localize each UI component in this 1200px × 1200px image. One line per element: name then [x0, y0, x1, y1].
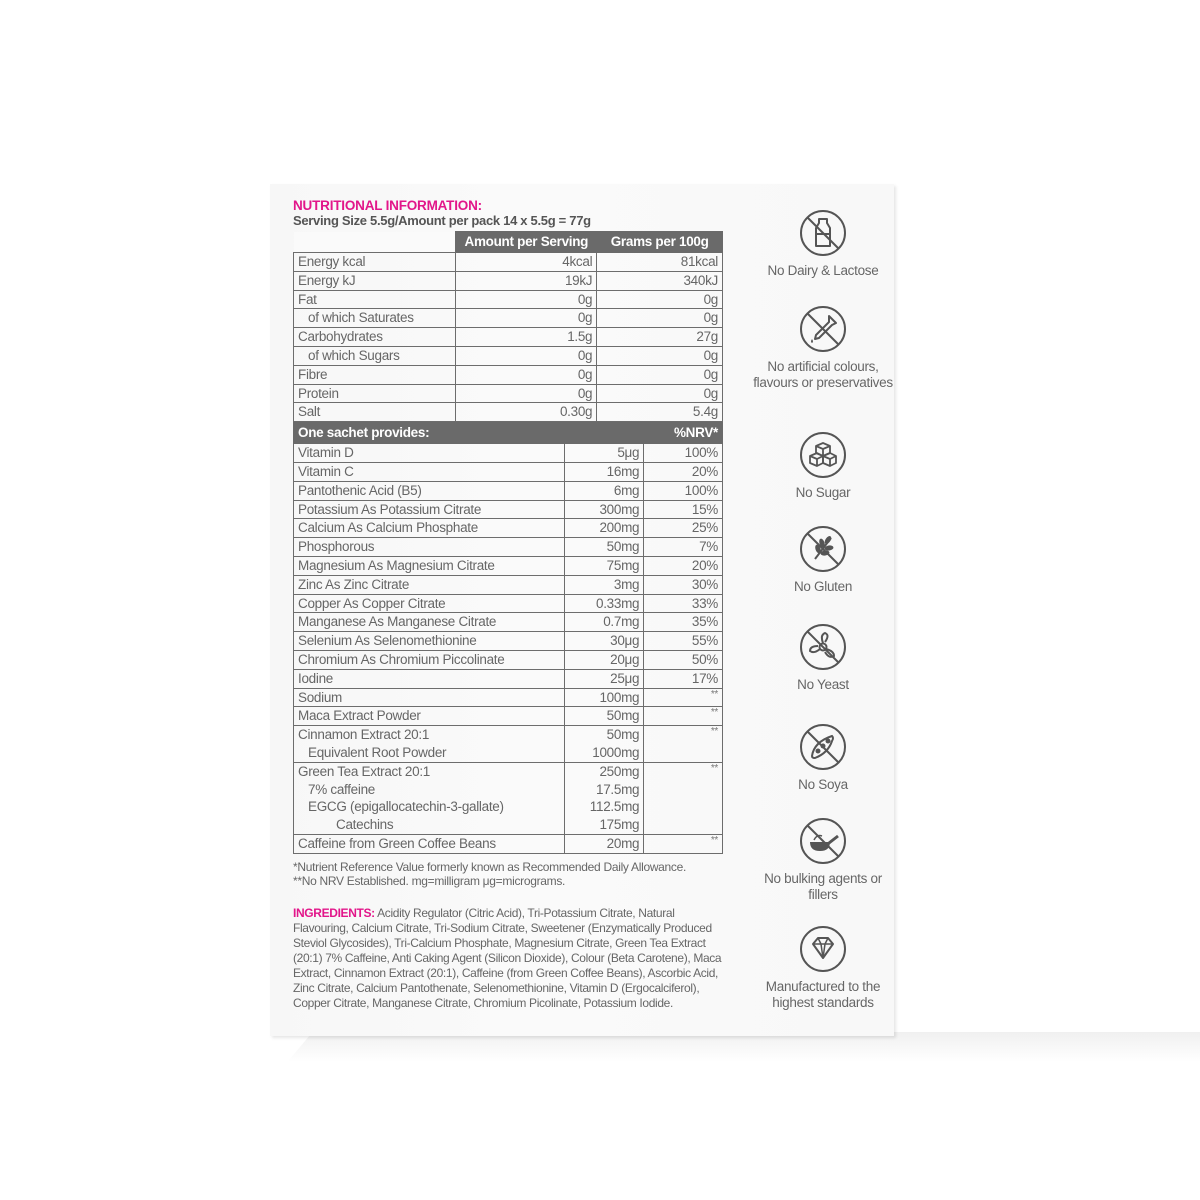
claim-label: No artificial colours, flavours or preservatives [753, 359, 893, 390]
row-amount: 25μg [565, 669, 644, 688]
wheat-icon [798, 524, 848, 574]
row-label: Fat [294, 290, 456, 309]
cinnamon-sub-label: Equivalent Root Powder [308, 744, 447, 760]
col-amount-per-serving: Amount per Serving [456, 232, 597, 253]
row-serving: 0g [456, 346, 597, 365]
table-row [294, 346, 723, 365]
row-label: Vitamin C [294, 462, 565, 481]
claim-label: No bulking agents or fillers [764, 871, 882, 902]
row-nrv: 25% [644, 519, 723, 538]
row-serving: 1.5g [456, 328, 597, 347]
nutrition-title: NUTRITIONAL INFORMATION: [293, 198, 482, 213]
table-row [294, 650, 723, 669]
table-row-green-tea [294, 762, 723, 834]
row-per100: 0g [597, 290, 723, 309]
row-label: Sodium [294, 688, 565, 707]
header-blank [294, 232, 456, 253]
table-row [294, 384, 723, 403]
yeast-icon [798, 622, 848, 672]
row-serving: 0.30g [456, 403, 597, 422]
row-amount: 300mg [565, 500, 644, 519]
table-row [294, 538, 723, 557]
table-row [294, 328, 723, 347]
table-row [294, 556, 723, 575]
claim-no-gluten [750, 524, 896, 595]
row-nrv: 15% [644, 500, 723, 519]
row-per100: 81kcal [597, 253, 723, 272]
col-nrv: %NRV* [644, 423, 723, 444]
table-row [294, 481, 723, 500]
scoop-icon [798, 816, 848, 866]
table-row [294, 365, 723, 384]
row-nrv: 20% [644, 462, 723, 481]
row-per100: 5.4g [597, 403, 723, 422]
row-label: Manganese As Manganese Citrate [294, 613, 565, 632]
table-row [294, 669, 723, 688]
greentea-sub3-label: Catechins [336, 817, 394, 833]
row-nrv: 50% [644, 650, 723, 669]
row-label: Carbohydrates [294, 328, 456, 347]
claim-label: No Soya [798, 777, 848, 792]
footnote-units: **No NRV Established. mg=milligram μg=micrograms. [293, 873, 566, 888]
table-row [294, 290, 723, 309]
serving-size: Serving Size 5.5g/Amount per pack 14 x 5.5g = 77g [293, 213, 591, 228]
claim-no-dairy [750, 208, 896, 279]
row-per100: 0g [597, 384, 723, 403]
row-amount: 100mg [565, 688, 644, 707]
row-label: Fibre [294, 365, 456, 384]
row-amount: 0.33mg [565, 594, 644, 613]
row-amount: 20mg [565, 834, 644, 853]
ingredients [293, 906, 729, 1011]
footnotes [293, 860, 729, 888]
diamond-icon [798, 924, 848, 974]
nutrition-table [293, 231, 723, 422]
claim-no-soya [750, 722, 896, 793]
sugar-cubes-icon [798, 430, 848, 480]
row-nrv: 35% [644, 613, 723, 632]
row-amount: 20μg [565, 650, 644, 669]
greentea-sub1-label: 7% caffeine [308, 781, 376, 797]
row-serving: 0g [456, 384, 597, 403]
table-row [294, 594, 723, 613]
vitamins-table-header [294, 423, 723, 444]
cinnamon-amount: 50mg [606, 727, 640, 743]
claim-no-bulking [750, 816, 896, 903]
row-label: Potassium As Potassium Citrate [294, 500, 565, 519]
claim-no-yeast [750, 622, 896, 693]
row-label: Protein [294, 384, 456, 403]
row-nrv: 20% [644, 556, 723, 575]
table-row [294, 462, 723, 481]
row-nrv: ** [644, 688, 723, 707]
table-row [294, 834, 723, 853]
row-label: Copper As Copper Citrate [294, 594, 565, 613]
row-amount [565, 726, 644, 763]
ingredients-label: INGREDIENTS: [293, 905, 375, 920]
footnote-nrv: *Nutrient Reference Value formerly known as Recommended Daily Allowance. [293, 859, 687, 874]
row-label: Caffeine from Green Coffee Beans [294, 834, 565, 853]
row-label: of which Saturates [294, 309, 456, 328]
row-label: Energy kcal [294, 253, 456, 272]
row-nrv: 55% [644, 632, 723, 651]
row-label: Pantothenic Acid (B5) [294, 481, 565, 500]
row-label: Calcium As Calcium Phosphate [294, 519, 565, 538]
row-nrv: 33% [644, 594, 723, 613]
claim-label: No Gluten [793, 579, 853, 594]
row-nrv: ** [644, 726, 723, 763]
row-nrv: 100% [644, 444, 723, 463]
row-nrv: 7% [644, 538, 723, 557]
claim-highest-standards [750, 924, 896, 1011]
row-amount [565, 762, 644, 834]
table-row [294, 519, 723, 538]
row-per100: 0g [597, 309, 723, 328]
table-row-cinnamon [294, 726, 723, 763]
vitamins-table [293, 422, 723, 854]
claim-no-sugar [750, 430, 896, 501]
claim-label: Manufactured to the highest standards [765, 979, 881, 1010]
table-row [294, 271, 723, 290]
nutrition-panel [293, 198, 729, 1011]
greentea-sub2-label: EGCG (epigallocatechin-3-gallate) [308, 799, 504, 815]
row-serving: 19kJ [456, 271, 597, 290]
row-amount: 50mg [565, 538, 644, 557]
row-amount: 6mg [565, 481, 644, 500]
row-amount: 16mg [565, 462, 644, 481]
row-serving: 0g [456, 365, 597, 384]
row-label: Zinc As Zinc Citrate [294, 575, 565, 594]
soy-pod-icon [798, 722, 848, 772]
row-label: Phosphorous [294, 538, 565, 557]
greentea-label: Green Tea Extract 20:1 [298, 763, 430, 779]
cinnamon-label: Cinnamon Extract 20:1 [298, 727, 430, 743]
row-label: Energy kJ [294, 271, 456, 290]
row-amount: 3mg [565, 575, 644, 594]
row-label: Salt [294, 403, 456, 422]
row-amount: 0.7mg [565, 613, 644, 632]
row-label: Selenium As Selenomethionine [294, 632, 565, 651]
row-per100: 0g [597, 346, 723, 365]
dropper-icon [798, 304, 848, 354]
ingredients-text: Acidity Regulator (Citric Acid), Tri-Potassium Citrate, Natural Flavouring, Calcium Citrate, Tri-Sodium Citrate, Sweetener (Enzymatically Produced Steviol Glycosides), Tri-Calcium Phosphate, Magnesium Citrate, Green Tea Extract (20:1) 7% Caffeine, Anti Caking Agent (Silicon Dioxide), Colour (Beta Carotene), Maca Extract, Cinnamon Extract (20:1), Caffeine (from Green Coffee Beans), Ascorbic Acid, Zinc Citrate, Calcium Pantothenate, Selenomethionine, Vitamin D (Ergocalciferol), Copper Citrate, Manganese Citrate, Chromium Picolinate, Potassium Iodide. [293, 905, 722, 1010]
row-label: Vitamin D [294, 444, 565, 463]
milk-bottle-icon [798, 208, 848, 258]
row-amount: 75mg [565, 556, 644, 575]
table-row [294, 575, 723, 594]
row-label: of which Sugars [294, 346, 456, 365]
table-row [294, 500, 723, 519]
claim-label: No Sugar [795, 485, 851, 500]
row-per100: 27g [597, 328, 723, 347]
row-label: Maca Extract Powder [294, 707, 565, 726]
row-amount: 30μg [565, 632, 644, 651]
claim-label: No Yeast [797, 677, 849, 692]
row-amount: 200mg [565, 519, 644, 538]
row-serving: 4kcal [456, 253, 597, 272]
row-label: Iodine [294, 669, 565, 688]
table-row [294, 444, 723, 463]
product-box-back [270, 184, 894, 1036]
table-row [294, 632, 723, 651]
row-nrv: 17% [644, 669, 723, 688]
greentea-sub3-amount: 175mg [599, 817, 640, 833]
row-nrv: ** [644, 834, 723, 853]
row-per100: 340kJ [597, 271, 723, 290]
col-grams-per-100g: Grams per 100g [597, 232, 723, 253]
table-row [294, 688, 723, 707]
row-nrv: 30% [644, 575, 723, 594]
nutrition-table-header [294, 232, 723, 253]
row-label [294, 726, 565, 763]
greentea-sub2-amount: 112.5mg [589, 799, 640, 815]
table-row [294, 613, 723, 632]
table-row [294, 403, 723, 422]
row-per100: 0g [597, 365, 723, 384]
table-row [294, 707, 723, 726]
claim-label: No Dairy & Lactose [767, 263, 879, 278]
row-nrv: ** [644, 762, 723, 834]
table-row [294, 309, 723, 328]
box-shadow [287, 1032, 1200, 1062]
row-serving: 0g [456, 309, 597, 328]
claim-no-artificial [750, 304, 896, 391]
sachet-provides-heading: One sachet provides: [294, 423, 644, 444]
row-label [294, 762, 565, 834]
row-nrv: ** [644, 707, 723, 726]
row-label: Magnesium As Magnesium Citrate [294, 556, 565, 575]
row-serving: 0g [456, 290, 597, 309]
row-amount: 50mg [565, 707, 644, 726]
greentea-amount: 250mg [599, 763, 640, 779]
row-label: Chromium As Chromium Piccolinate [294, 650, 565, 669]
row-nrv: 100% [644, 481, 723, 500]
table-row [294, 253, 723, 272]
greentea-sub1-amount: 17.5mg [596, 781, 640, 797]
cinnamon-sub-amount: 1000mg [592, 744, 640, 760]
row-amount: 5μg [565, 444, 644, 463]
